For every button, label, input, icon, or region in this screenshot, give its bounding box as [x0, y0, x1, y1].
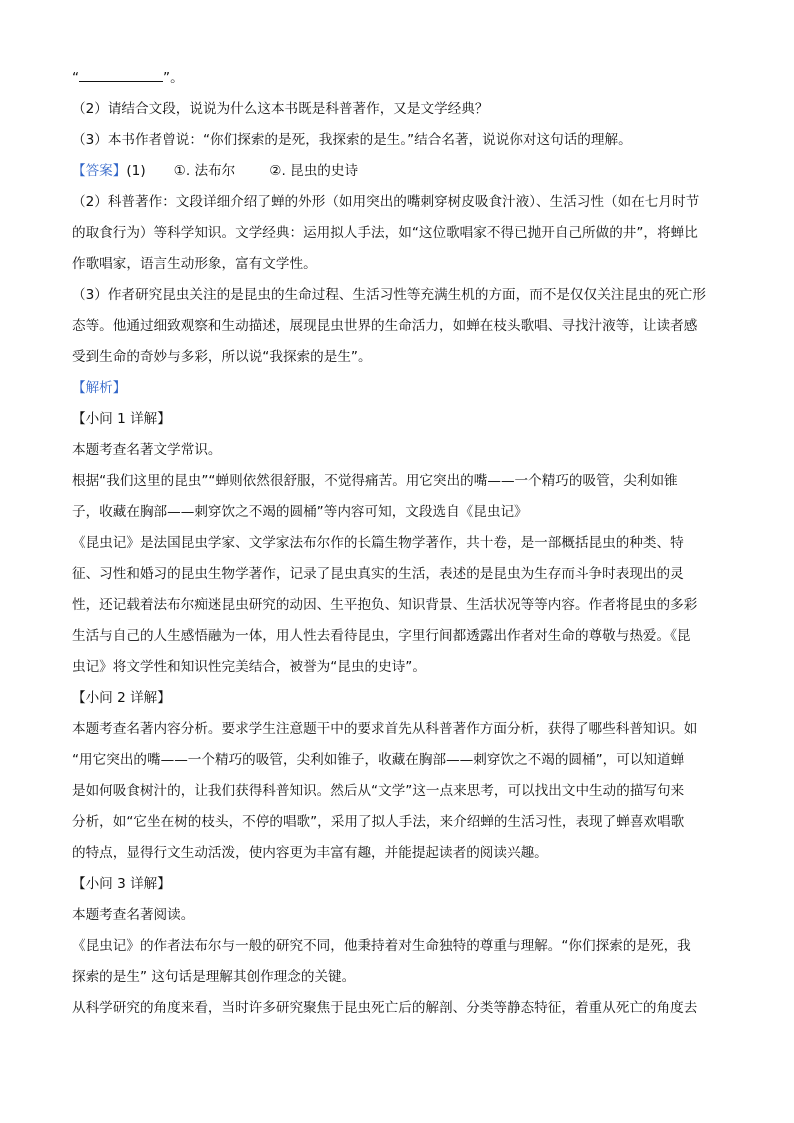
answer-2-line-1: （2）科普著作：文段详细介绍了蝉的外形（如用突出的嘴刺穿树皮吸食汁液）、生活习性（如在七月时节 — [72, 194, 700, 210]
answer-2-line-2: 的取食行为）等科学知识。文学经典：运用拟人手法，如“这位歌唱家不得已抛开自己所做的井”，将蝉比 — [72, 225, 698, 241]
sub3-line-1: 本题考查名著阅读。 — [72, 907, 195, 923]
question-2: （2）请结合文段，说说为什么这本书既是科普著作，又是文学经典？ — [72, 101, 489, 117]
sub1-line-6: 性，还记载着法布尔痴迷昆虫研究的动因、生平抱负、知识背景、生活状况等等内容。作者将昆虫的多彩 — [72, 597, 698, 613]
sub3-line-2: 《昆虫记》的作者法布尔与一般的研究不同，他秉持着对生命独特的尊重与理解。“你们探索的是死，我 — [72, 938, 691, 954]
answer-label: 【答案】 — [72, 163, 127, 179]
sub-question-3-label: 【小问 3 详解】 — [72, 876, 171, 892]
sub3-line-3: 探索的是生” 这句话是理解其创作理念的关键。 — [72, 969, 356, 985]
sub2-line-1: 本题考查名著内容分析。要求学生注意题干中的要求首先从科普著作方面分析，获得了哪些科普知识。如 — [72, 721, 698, 737]
sub2-line-5: 的特点，显得行文生动活泼，使内容更为丰富有趣，并能提起读者的阅读兴趣。 — [72, 845, 548, 861]
sub-question-2-label: 【小问 2 详解】 — [72, 690, 171, 706]
sub1-line-1: 本题考查名著文学常识。 — [72, 442, 222, 458]
sub-question-1-label: 【小问 1 详解】 — [72, 411, 171, 427]
circled-number-2: ② — [269, 163, 282, 179]
answer-3-line-1: （3）作者研究昆虫关注的是昆虫的生命过程、生活习性等充满生机的方面，而不是仅仅关注昆虫的死亡形 — [72, 287, 706, 303]
answer-line — [72, 156, 722, 187]
answer-q1-number: (1) — [126, 163, 146, 179]
sub1-line-7: 生活与自己的人生感悟融为一体，用人性去看待昆虫，字里行间都透露出作者对生命的尊敬与热爱。《昆 — [72, 628, 691, 644]
answer-blank — [79, 67, 163, 82]
sub2-line-4: 分析，如“它坐在树的枝头，不停的唱歌”，采用了拟人手法，来介绍蝉的生活习性，表现了蝉喜欢唱歌 — [72, 814, 685, 830]
sub1-line-5: 征、习性和婚习的昆虫生物学著作，记录了昆虫真实的生活，表述的是昆虫为生存而斗争时表现出的灵 — [72, 566, 684, 582]
open-quote: “ — [72, 70, 80, 86]
answer-value-2: . 昆虫的史诗 — [281, 163, 359, 179]
sub1-line-3: 子，收藏在胸部——刺穿饮之不竭的圆桶”等内容可知，文段选自《昆虫记》 — [72, 504, 528, 520]
analysis-label: 【解析】 — [72, 380, 127, 396]
answer-3-line-2: 态等。他通过细致观察和生动描述，展现昆虫世界的生命活力，如蝉在枝头歌唱、寻找汁液等，让读者感 — [72, 318, 698, 334]
answer-3-line-3: 受到生命的奇妙与多彩，所以说“我探索的是生”。 — [72, 349, 372, 365]
close-quote: ”。 — [163, 70, 184, 86]
circled-number-1: ① — [173, 163, 186, 179]
fill-blank-line — [72, 63, 722, 94]
question-3: （3）本书作者曾说：“你们探索的是死，我探索的是生。”结合名著，说说你对这句话的理解。 — [72, 132, 632, 148]
sub2-line-2: “用它突出的嘴——一个精巧的吸管，尖利如锥子，收藏在胸部——刺穿饮之不竭的圆桶”，可以知道蝉 — [72, 752, 685, 768]
sub1-line-2: 根据“我们这里的昆虫”“蝉则依然很舒服，不觉得痛苦。用它突出的嘴——一个精巧的吸管，尖利如锥 — [72, 473, 678, 489]
sub3-line-4: 从科学研究的角度来看，当时许多研究聚焦于昆虫死亡后的解剖、分类等静态特征，着重从死亡的角度去 — [72, 1000, 698, 1016]
sub1-line-8: 虫记》将文学性和知识性完美结合，被誉为“昆虫的史诗”。 — [72, 659, 426, 675]
answer-2-line-3: 作歌唱家，语言生动形象，富有文学性。 — [72, 256, 317, 272]
sub2-line-3: 是如何吸食树汁的，让我们获得科普知识。然后从“文学”这一点来思考，可以找出文中生动的描写句来 — [72, 783, 685, 799]
sub1-line-4: 《昆虫记》是法国昆虫学家、文学家法布尔作的长篇生物学著作，共十卷，是一部概括昆虫的种类、特 — [72, 535, 684, 551]
answer-value-1: . 法布尔 — [185, 163, 236, 179]
